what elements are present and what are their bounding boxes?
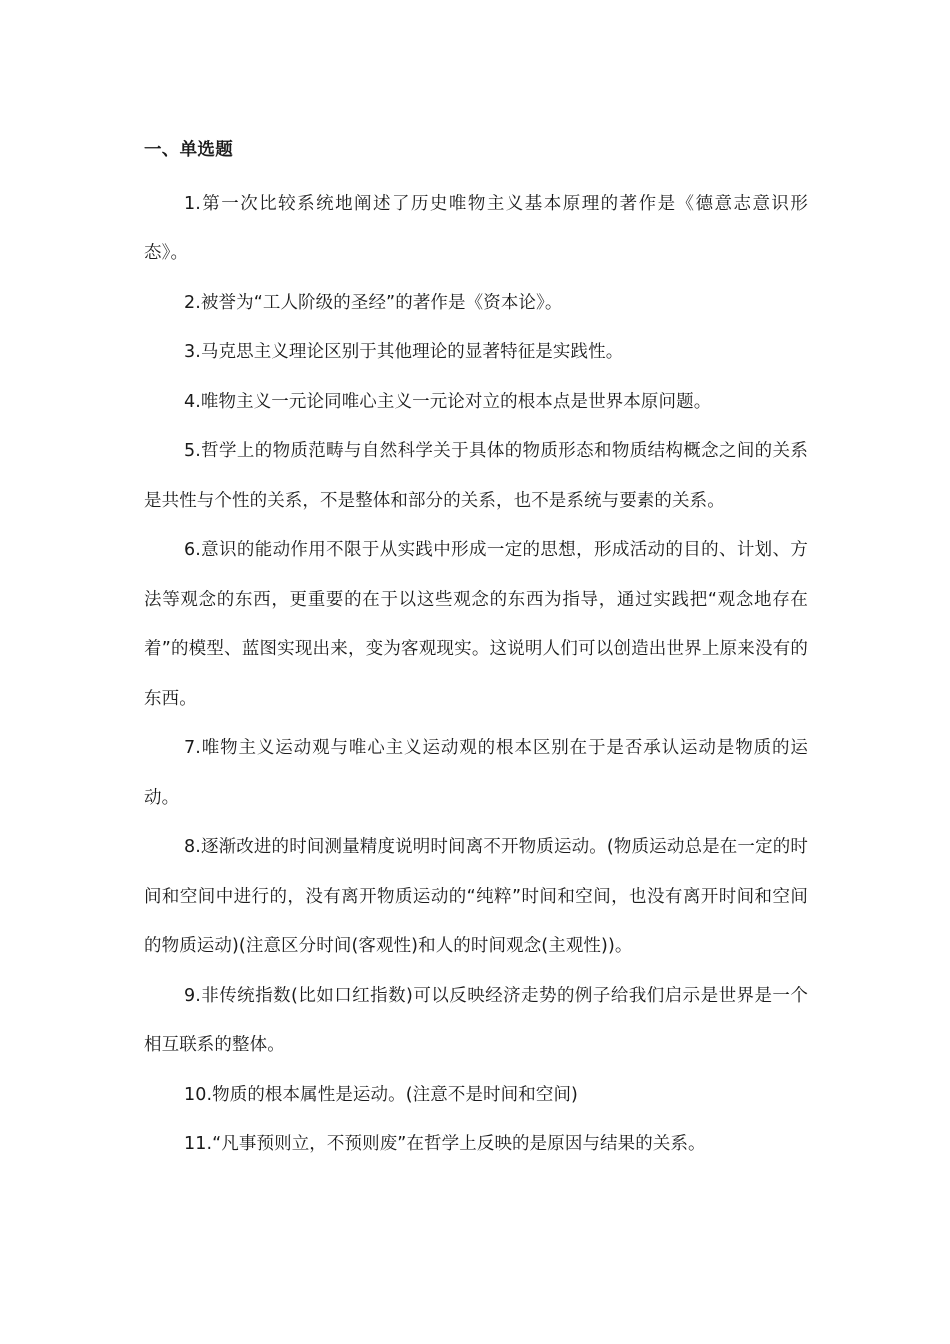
question-item-3: 3.马克思主义理论区别于其他理论的显著特征是实践性。	[184, 342, 624, 362]
document-content	[144, 130, 808, 1170]
question-item-11: 11.“凡事预则立，不预则废”在哲学上反映的是原因与结果的关系。	[184, 1134, 706, 1154]
question-item-1: 1.第一次比较系统地阐述了历史唯物主义基本原理的著作是《德意志意识形态》。	[144, 193, 808, 263]
section-title: 一、单选题	[144, 140, 233, 160]
question-item-9: 9.非传统指数(比如口红指数)可以反映经济走势的例子给我们启示是世界是一个相互联系的整体。	[144, 985, 808, 1055]
question-item-4: 4.唯物主义一元论同唯心主义一元论对立的根本点是世界本原问题。	[184, 391, 712, 412]
question-item-2: 2.被誉为“工人阶级的圣经”的著作是《资本论》。	[184, 292, 563, 313]
question-item-8: 8.逐渐改进的时间测量精度说明时间离不开物质运动。(物质运动总是在一定的时间和空间中进行的，没有离开物质运动的“纯粹”时间和空间，也没有离开时间和空间的物质运动)(注意区分时间(客观性)和人的时间观念(主观性))。	[144, 837, 808, 956]
question-item-5: 5.哲学上的物质范畴与自然科学关于具体的物质形态和物质结构概念之间的关系是共性与个性的关系，不是整体和部分的关系，也不是系统与要素的关系。	[144, 441, 808, 511]
question-item-6: 6.意识的能动作用不限于从实践中形成一定的思想，形成活动的目的、计划、方法等观念的东西，更重要的在于以这些观念的东西为指导，通过实践把“观念地存在着”的模型、蓝图实现出来，变为客观现实。这说明人们可以创造出世界上原来没有的东西。	[144, 540, 808, 709]
question-item-7: 7.唯物主义运动观与唯心主义运动观的根本区别在于是否承认运动是物质的运动。	[144, 738, 808, 808]
question-item-10: 10.物质的根本属性是运动。(注意不是时间和空间)	[184, 1084, 578, 1105]
